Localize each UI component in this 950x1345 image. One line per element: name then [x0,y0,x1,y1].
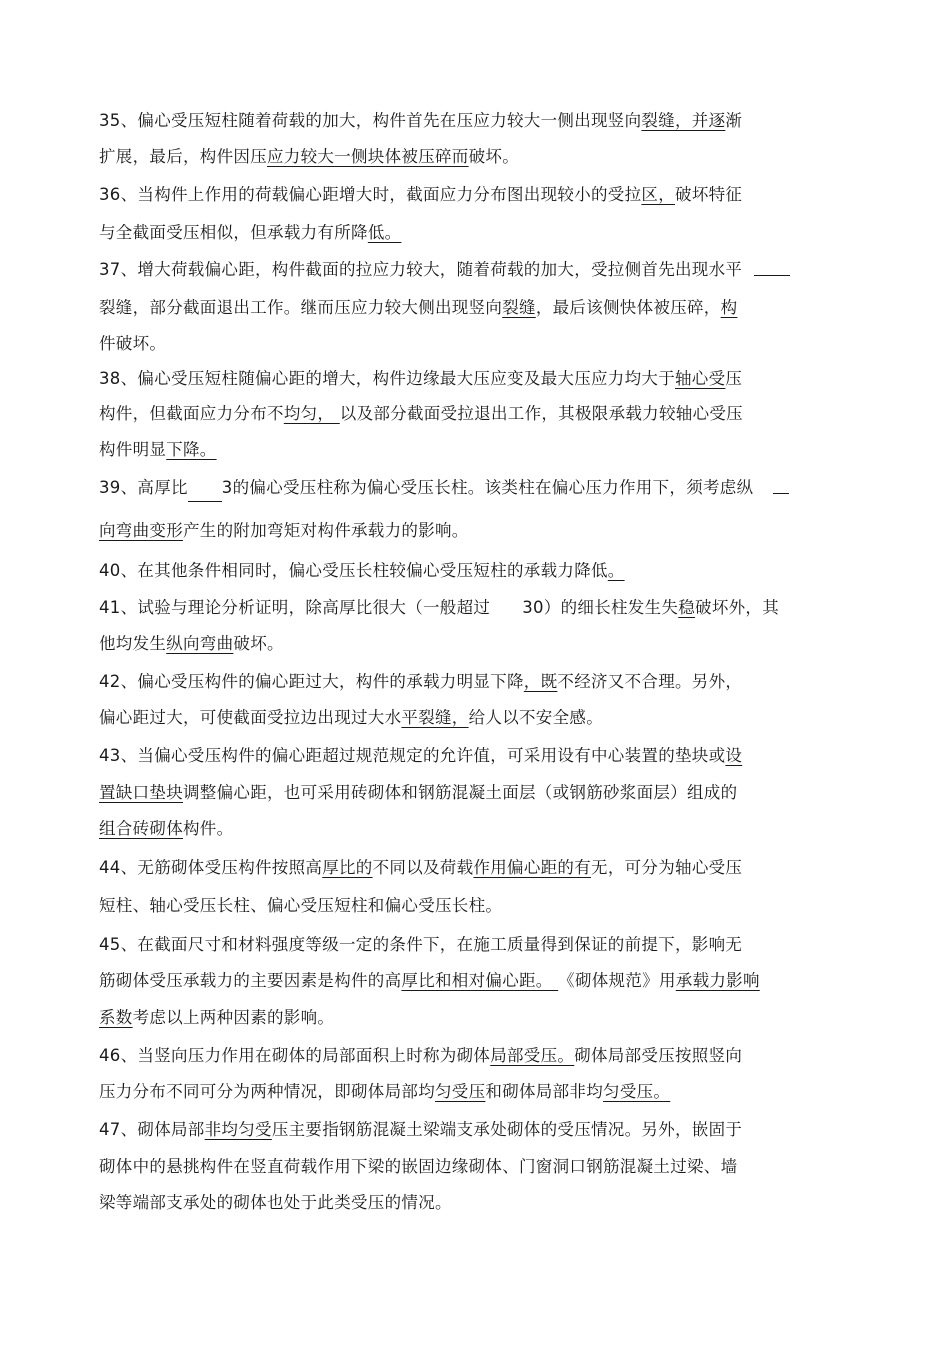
text-line: 37、增大荷载偏心距，构件截面的拉应力较大，随着荷载的加大，受拉侧首先出现水平 [99,257,839,283]
blank-answer: 低。 [367,223,402,242]
text-line: 41、试验与理论分析证明，除高厚比很大（一般超过 30）的细长柱发生失稳破坏外，其 [99,598,780,617]
blank-answer: 下降。 [166,440,217,459]
text-line: 梁等端部支承处的砌体也处于此类受压的情况。 [99,1193,452,1212]
text-line: 裂缝，部分截面退出工作。继而压应力较大侧出现竖向裂缝，最后该侧快体被压碎，构 [99,298,738,317]
text-line: 构件，但截面应力分布不均匀， 以及部分截面受拉退出工作，其极限承载力较轴心受压 [99,404,743,423]
text-line: 42、偏心受压构件的偏心距过大，构件的承载力明显下降，既不经济又不合理。另外， [99,672,743,691]
blank-answer: 系数 [99,1008,133,1027]
text-line: 系数考虑以上两种因素的影响。 [99,1008,335,1027]
text-line: 47、砌体局部非均匀受压主要指钢筋混凝土梁端支承处砌体的受压情况。另外，嵌固于 [99,1120,743,1139]
blank-answer: 向弯曲变形 [99,521,183,540]
blank-answer: 设 [725,746,743,765]
blank-answer: 区， [641,185,676,204]
text-line: 44、无筋砌体受压构件按照高厚比的不同以及荷载作用偏心距的有无，可分为轴心受压 [99,858,743,877]
text-line: 38、偏心受压短柱随偏心距的增大，构件边缘最大压应变及最大压应力均大于轴心受压 [99,369,743,388]
blank-answer: 裂缝 [502,298,536,317]
blank-answer: 组合砖砌体 [99,819,183,838]
blank-answer: 稳 [678,598,696,617]
text-line: 扩展，最后，构件因压应力较大一侧块体被压碎而破坏。 [99,147,520,166]
blank-answer: 厚比的 [322,858,373,877]
text-line: 36、当构件上作用的荷载偏心距增大时，截面应力分布图出现较小的受拉区，破坏特征 [99,185,743,204]
blank-answer: 局部受压。 [490,1046,575,1065]
blank-answer: 裂缝，并逐 [641,111,726,130]
blank-answer: 应力较大一侧块体被压碎而 [267,147,469,166]
blank-answer: 作用偏心距的有 [473,858,592,877]
blank-answer: 厚比和相对偏心距。 [401,971,559,990]
blank-answer: 匀受压 [435,1082,486,1101]
text-line: 46、当竖向压力作用在砌体的局部面积上时称为砌体局部受压。砌体局部受压按照竖向 [99,1046,743,1065]
blank-answer: 纵向弯曲 [166,634,234,653]
text-line: 筋砌体受压承载力的主要因素是构件的高厚比和相对偏心距。 《砌体规范》用承载力影响 [99,971,760,990]
text-line: 他均发生纵向弯曲破坏。 [99,634,284,653]
blank-answer: ，既 [523,672,558,691]
text-line: 35、偏心受压短柱随着荷载的加大，构件首先在压应力较大一侧出现竖向裂缝，并逐渐 [99,111,743,130]
text-line: 与全截面受压相似，但承载力有所降低。 [99,223,402,242]
text-line: 向弯曲变形产生的附加弯矩对构件承载力的影响。 [99,521,469,540]
text-line: 39、高厚比 3的偏心受压柱称为偏心受压长柱。该类柱在偏心压力作用下，须考虑纵 [99,475,839,501]
blank-answer: 。 [607,561,625,580]
blank-answer: 承载力影响 [675,971,760,990]
blank-answer: 匀受压。 [603,1082,671,1101]
text-line: 压力分布不同可分为两种情况，即砌体局部均匀受压和砌体局部非均匀受压。 [99,1082,671,1101]
blank-line [754,257,790,276]
text-line: 短柱、轴心受压长柱、偏心受压短柱和偏心受压长柱。 [99,896,503,915]
blank-answer: 非均匀受 [204,1120,272,1139]
text-line: 45、在截面尺寸和材料强度等级一定的条件下，在施工质量得到保证的前提下，影响无 [99,935,743,954]
blank-answer: 平裂缝， [401,708,469,727]
text-line: 40、在其他条件相同时，偏心受压长柱较偏心受压短柱的承载力降低。 [99,561,625,580]
text-line: 件破坏。 [99,334,167,353]
blank-answer: 均匀， [283,404,340,423]
text-line: 砌体中的悬挑构件在竖直荷载作用下梁的嵌固边缘砌体、门窗洞口钢筋混凝土过梁、墙 [99,1157,738,1176]
text-line: 偏心距过大，可使截面受拉边出现过大水平裂缝，给人以不安全感。 [99,708,604,727]
text-line: 置缺口垫块调整偏心距，也可采用砖砌体和钢筋混凝土面层（或钢筋砂浆面层）组成的 [99,783,738,802]
text-line: 组合砖砌体构件。 [99,819,234,838]
blank-answer: 置缺口垫块 [99,783,183,802]
text-line: 构件明显下降。 [99,440,217,459]
text-line: 43、当偏心受压构件的偏心距超过规范规定的允许值，可采用设有中心装置的垫块或设 [99,746,743,765]
blank-answer: 轴心受 [675,369,726,388]
blank-answer: 构 [720,298,738,317]
